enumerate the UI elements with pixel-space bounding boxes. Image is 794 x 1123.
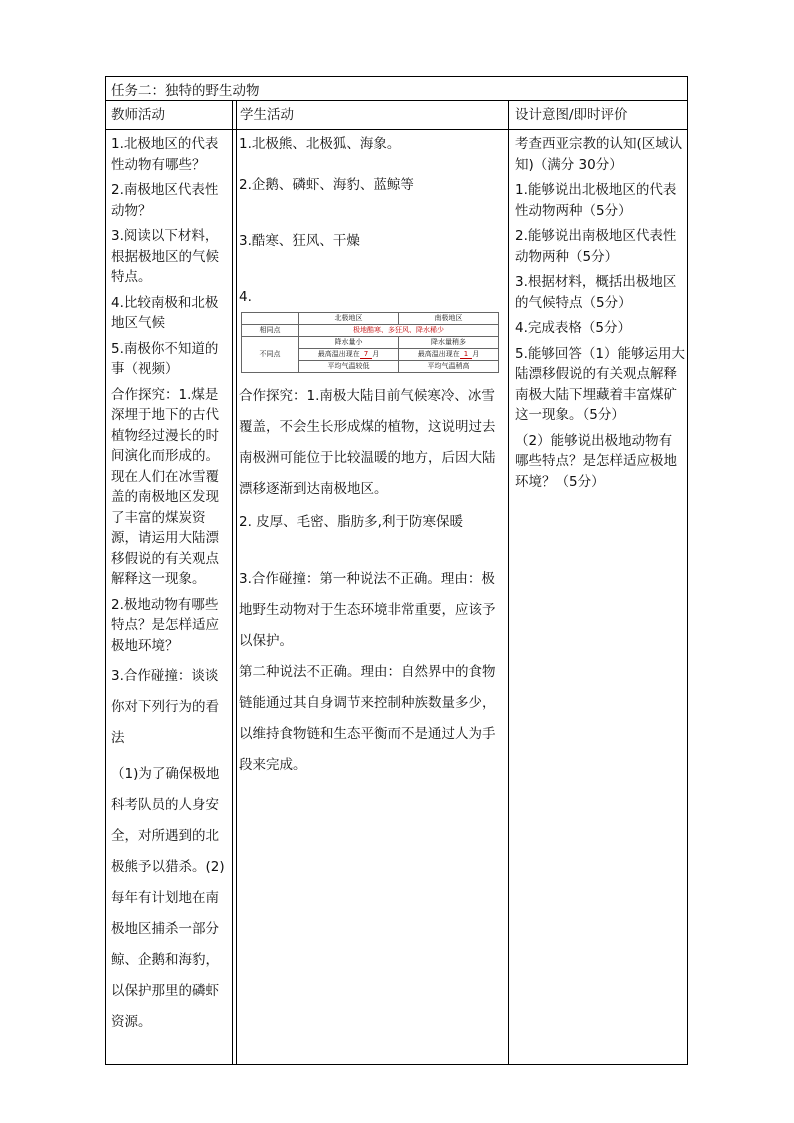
teacher-item: 3.合作碰撞：谈谈你对下列行为的看法	[111, 668, 219, 746]
teacher-item: 3.阅读以下材料，根据极地区的气候特点。	[111, 228, 219, 285]
south-precip: 降水量稍多	[399, 337, 499, 349]
task-title: 任务二：独特的野生动物	[111, 83, 260, 99]
north-precip: 降水量小	[299, 337, 399, 349]
teacher-item: （1)为了确保极地科考队员的人身安全，对所遇到的北极熊予以猎杀。(2)每年有计划地在南极地区捕杀一部分鲸、企鹅和海豹，以保护那里的磷虾资源。	[111, 766, 225, 1030]
north-temp: 平均气温较低	[299, 361, 399, 373]
compare-row-same: 相同点	[242, 325, 299, 337]
design-item: （2）能够说出极地动物有哪些特点？是怎样适应极地环境？（5分）	[515, 432, 677, 490]
student-item: 3.合作碰撞：第一种说法不正确。理由：极地野生动物对于生态环境非常重要，应该予以保护。	[239, 571, 496, 649]
student-item: 2.企鹅、磷虾、海豹、蓝鲸等	[239, 177, 414, 193]
design-item: 3.根据材料，概括出极地区的气候特点（5分）	[515, 274, 677, 311]
design-intent	[515, 134, 685, 497]
compare-col-north: 北极地区	[299, 313, 399, 325]
student-item: 4.	[239, 289, 252, 305]
student-item: 3.酷寒、狂风、干燥	[239, 233, 360, 249]
teacher-item: 1.北极地区的代表性动物有哪些？	[111, 136, 219, 173]
student-activities	[239, 134, 507, 786]
design-item: 4.完成表格（5分）	[515, 320, 631, 336]
student-item: 合作探究：1.南极大陆目前气候寒冷、冰雪覆盖，不会生长形成煤的植物，这说明过去南极洲可能位于比较温暖的地方，后因大陆漂移逐渐到达南极地区。	[239, 388, 496, 497]
lesson-plan-table	[105, 76, 688, 1065]
student-item: 第二种说法不正确。理由：自然界中的食物链能通过其自身调节来控制种族数量多少，以维持食物链和生态平衡而不是通过人为手段来完成。	[239, 664, 496, 773]
compare-row-diff: 不同点	[242, 337, 299, 373]
compare-same-value: 极地酷寒、多狂风、降水稀少	[299, 325, 499, 337]
design-item: 1.能够说出北极地区的代表性动物两种（5分）	[515, 182, 677, 219]
teacher-item: 5.南极你不知道的事（视频）	[111, 340, 219, 377]
column-divider	[232, 100, 233, 1065]
north-warmest-month: 最高温出现在 7 月	[299, 349, 399, 361]
south-warmest-month: 最高温出现在 1 月	[399, 349, 499, 361]
design-item: 2.能够说出南极地区代表性动物两种（5分）	[515, 228, 677, 265]
design-item: 5.能够回答（1）能够运用大陆漂移假说的有关观点解释南极大陆下埋藏着丰富煤矿这一现象。（5分）	[515, 345, 685, 423]
teacher-activities	[111, 134, 229, 1043]
climate-compare-table	[241, 312, 499, 373]
compare-col-south: 南极地区	[399, 313, 499, 325]
column-divider	[508, 100, 509, 1065]
teacher-item: 4.比较南极和北极地区气候	[111, 294, 219, 331]
compare-corner	[242, 313, 299, 325]
south-temp: 平均气温稍高	[399, 361, 499, 373]
teacher-item: 2.南极地区代表性动物？	[111, 182, 219, 219]
header-teacher: 教师活动	[111, 107, 165, 123]
header-design: 设计意图/即时评价	[515, 107, 628, 123]
design-item: 考查西亚宗教的认知(区域认知)（满分 30分）	[515, 136, 683, 173]
row-divider	[105, 100, 688, 101]
student-item: 1.北极熊、北极狐、海象。	[239, 136, 401, 152]
row-divider	[105, 129, 688, 130]
teacher-item: 合作探究：1.煤是深埋于地下的古代植物经过漫长的时间演化而形成的。现在人们在冰雪覆盖的南极地区发现了丰富的煤炭资源，请运用大陆漂移假说的有关观点解释这一现象。	[111, 386, 219, 587]
student-item: 2. 皮厚、毛密、脂肪多,利于防寒保暖	[239, 514, 463, 530]
column-divider	[236, 100, 237, 1065]
teacher-item: 2.极地动物有哪些特点？是怎样适应极地环境？	[111, 596, 219, 654]
header-student: 学生活动	[240, 107, 294, 123]
